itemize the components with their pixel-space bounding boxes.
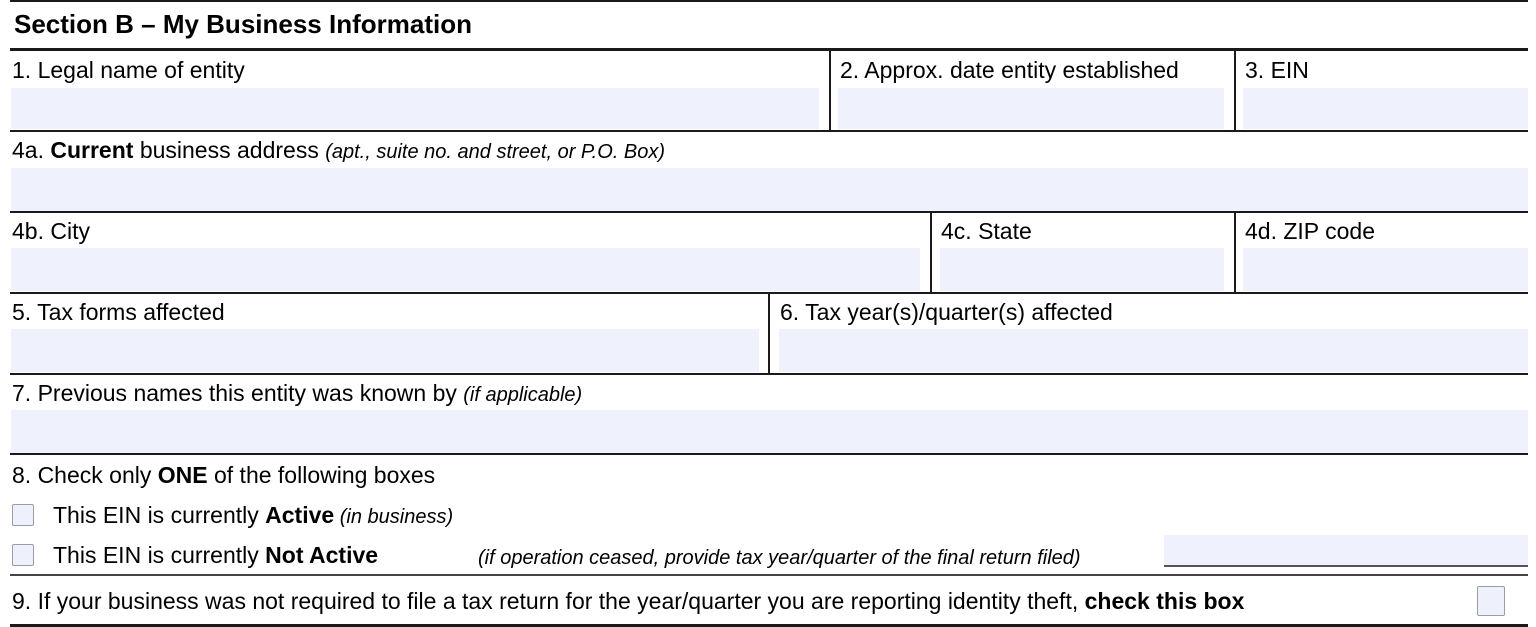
row-rule [10, 211, 1528, 213]
title-rule [10, 48, 1528, 51]
date-established-label: 2. Approx. date entity established [840, 57, 1179, 83]
date-established-input[interactable] [838, 88, 1224, 129]
business-address-label [12, 137, 665, 165]
active-checkbox[interactable] [12, 504, 34, 526]
q8-label-post: of the following boxes [207, 462, 436, 488]
ein-label: 3. EIN [1245, 57, 1309, 83]
tax-forms-label: 5. Tax forms affected [12, 299, 225, 325]
address-label-hint: (apt., suite no. and street, or P.O. Box) [325, 141, 666, 163]
active-text: This EIN is currently [53, 502, 266, 528]
divider [1234, 213, 1236, 293]
tax-years-input[interactable] [779, 329, 1528, 372]
q9-text: 9. If your business was not required to file a tax return for the year/quarter you are reporting identity theft, [12, 588, 1085, 614]
section-title: Section B – My Business Information [14, 9, 472, 39]
row-rule [10, 130, 1528, 132]
city-label: 4b. City [12, 218, 90, 244]
address-label-bold: Current [50, 137, 134, 163]
state-input[interactable] [940, 248, 1224, 291]
row-rule [10, 373, 1528, 375]
state-label: 4c. State [941, 218, 1032, 244]
previous-names-input[interactable] [11, 410, 1528, 453]
divider [768, 294, 770, 374]
address-label-num: 4a. [12, 137, 51, 163]
previous-names-text: 7. Previous names this entity was known by [12, 380, 464, 406]
divider [1234, 51, 1236, 131]
final-return-hint [478, 543, 1081, 571]
not-active-text: This EIN is currently [53, 542, 266, 568]
row-rule [10, 453, 1528, 455]
top-rule [10, 0, 1528, 2]
q9-bold: check this box [1084, 588, 1245, 614]
previous-names-label [12, 380, 582, 408]
q8-label [12, 462, 435, 488]
address-label-rest: business address [133, 137, 326, 163]
tax-forms-input[interactable] [11, 329, 759, 372]
final-return-input[interactable] [1164, 535, 1528, 567]
q8-label-bold: ONE [157, 462, 208, 488]
previous-names-hint: (if applicable) [463, 384, 583, 406]
active-bold: Active [265, 502, 335, 528]
not-active-option-label [53, 542, 378, 568]
legal-name-label: 1. Legal name of entity [12, 57, 245, 83]
divider [930, 213, 932, 293]
ein-input[interactable] [1243, 88, 1528, 129]
active-option-label [53, 502, 453, 530]
q9-checkbox[interactable] [1477, 586, 1505, 616]
zip-input[interactable] [1243, 248, 1528, 291]
zip-label: 4d. ZIP code [1245, 218, 1375, 244]
divider [829, 51, 831, 131]
final-return-hint-text: (if operation ceased, provide tax year/quarter of the final return filed) [478, 547, 1081, 569]
not-active-checkbox[interactable] [12, 544, 34, 566]
legal-name-input[interactable] [11, 88, 819, 129]
row-rule [10, 574, 1528, 576]
business-address-input[interactable] [11, 168, 1528, 211]
active-hint: (in business) [334, 506, 454, 528]
q9-label [12, 588, 1244, 614]
q8-label-pre: 8. Check only [12, 462, 158, 488]
tax-years-label: 6. Tax year(s)/quarter(s) affected [780, 299, 1113, 325]
not-active-bold: Not Active [265, 542, 379, 568]
city-input[interactable] [11, 248, 920, 291]
